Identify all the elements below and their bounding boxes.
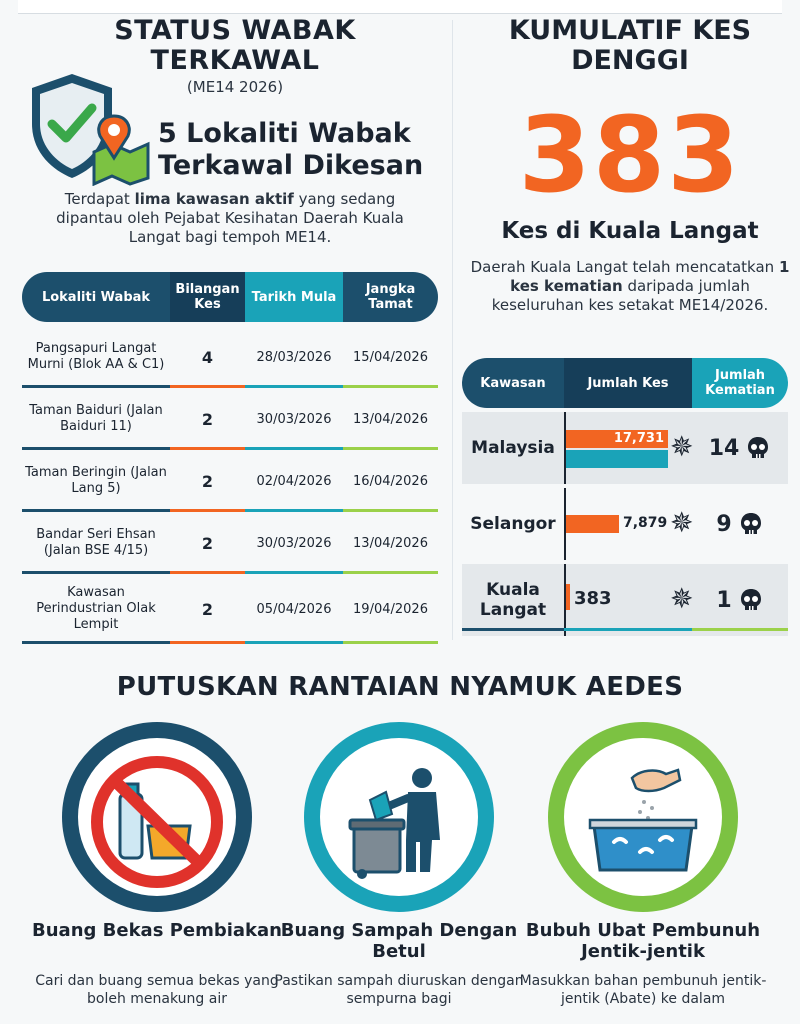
skull-icon: [738, 587, 764, 613]
table-row: [22, 574, 438, 644]
row-lokaliti: Kawasan Perindustrian Olak Lempit: [36, 585, 156, 632]
row-kes: 2: [201, 409, 214, 429]
tip-title: Buang Sampah Dengan Betul: [280, 920, 518, 962]
row-mula: 30/03/2026: [256, 411, 332, 427]
row-kawasan: Selangor: [470, 514, 556, 534]
shield-map-pin-icon: [22, 66, 152, 186]
row-tamat: 13/04/2026: [353, 535, 428, 551]
row-bar-cell: [564, 564, 692, 636]
row-kematian: 1: [692, 587, 788, 613]
total-cases-caption: Kes di Kuala Langat: [501, 218, 759, 244]
row-bar-cell: [564, 412, 692, 484]
tip-description: Cari dan buang semua bekas yang boleh menakung air: [35, 973, 279, 1007]
col-jangka-tamat: Jangka Tamat: [343, 272, 438, 322]
skull-icon: [738, 511, 764, 537]
outbreak-table-header: [22, 272, 438, 322]
table-row: [22, 512, 438, 574]
col-bilangan-kes: Bilangan Kes: [170, 272, 245, 322]
cases-bar: 17,731: [566, 430, 668, 448]
tip-description: Masukkan bahan pembunuh jentik-jentik (Abate) ke dalam: [519, 973, 767, 1007]
cases-table-body: [462, 412, 788, 640]
total-cases-number: 383: [518, 94, 742, 216]
col-lokaliti: Lokaliti Wabak: [22, 272, 170, 322]
col-kawasan: Kawasan: [462, 358, 564, 408]
tip-title: Buang Bekas Pembiakan: [32, 920, 282, 941]
row-kawasan: Malaysia: [471, 438, 555, 458]
table-row: [22, 326, 438, 388]
mosquito-icon: ✵: [670, 430, 694, 463]
row-tamat: 15/04/2026: [353, 349, 428, 365]
no-container-icon: [62, 722, 252, 912]
mosquito-icon: ✵: [670, 582, 694, 615]
table-row: [462, 564, 788, 636]
row-mula: 30/03/2026: [256, 535, 332, 551]
row-lokaliti: Taman Beringin (Jalan Lang 5): [25, 465, 167, 496]
top-bar: [18, 0, 782, 14]
intro-text: Terdapat lima kawasan aktif yang sedang dipantau oleh Pejabat Kesihatan Daerah Kuala Langat bagi tempoh ME14.: [56, 190, 404, 246]
cases-value: 7,879: [623, 515, 668, 531]
row-kes: 2: [201, 471, 214, 491]
prevention-title: PUTUSKAN RANTAIAN NYAMUK AEDES: [116, 672, 684, 702]
row-kes: 2: [201, 533, 214, 553]
row-kawasan: Kuala Langat: [479, 580, 547, 620]
row-tamat: 16/04/2026: [353, 473, 428, 489]
col-jumlah-kematian: Jumlah Kematian: [692, 358, 788, 408]
tip-description: Pastikan sampah diuruskan dengan sempurna bagi: [274, 973, 524, 1007]
row-lokaliti: Bandar Seri Ehsan (Jalan BSE 4/15): [36, 527, 156, 558]
row-kematian: 9: [692, 511, 788, 537]
trash-disposal-icon: [304, 722, 494, 912]
row-kematian: 14: [692, 435, 788, 461]
cases-description: Daerah Kuala Langat telah mencatatkan 1 kes kematian daripada jumlah keseluruhan kes setakat ME14/2026.: [470, 258, 790, 314]
larvicide-icon: [548, 722, 738, 912]
row-kes: 2: [201, 599, 214, 619]
col-jumlah-kes: Jumlah Kes: [564, 358, 692, 408]
table-row: [462, 412, 788, 484]
cases-table-footer: [462, 628, 788, 631]
tip-title: Bubuh Ubat Pembunuh Jentik-jentik: [525, 920, 761, 962]
cases-bar-shadow: [566, 450, 668, 468]
status-title: STATUS WABAK TERKAWAL: [114, 15, 356, 76]
outbreak-table-body: [22, 326, 438, 644]
col-tarikh-mula: Tarikh Mula: [245, 272, 343, 322]
column-divider: [452, 20, 453, 640]
cumulative-title: KUMULATIF KES DENGGI: [508, 15, 752, 76]
row-mula: 02/04/2026: [256, 473, 332, 489]
row-bar-cell: [564, 488, 692, 560]
row-mula: 05/04/2026: [256, 601, 332, 617]
row-kes: 4: [201, 347, 214, 367]
cases-table-header: [462, 358, 788, 408]
row-mula: 28/03/2026: [256, 349, 332, 365]
localities-headline: 5 Lokaliti Wabak Terkawal Dikesan: [158, 118, 424, 181]
row-tamat: 13/04/2026: [353, 411, 428, 427]
cases-bar: [566, 515, 619, 533]
row-lokaliti: Taman Baiduri (Jalan Baiduri 11): [29, 403, 163, 434]
table-row: [22, 450, 438, 512]
cases-bar: [566, 584, 570, 610]
status-subtitle: (ME14 2026): [186, 78, 284, 96]
table-row: [22, 388, 438, 450]
row-tamat: 19/04/2026: [353, 601, 428, 617]
table-row: [462, 488, 788, 560]
cases-value: 383: [574, 588, 612, 609]
row-lokaliti: Pangsapuri Langat Murni (Blok AA & C1): [27, 341, 165, 372]
row-underline: [22, 641, 438, 644]
skull-icon: [745, 435, 771, 461]
mosquito-icon: ✵: [670, 506, 694, 539]
